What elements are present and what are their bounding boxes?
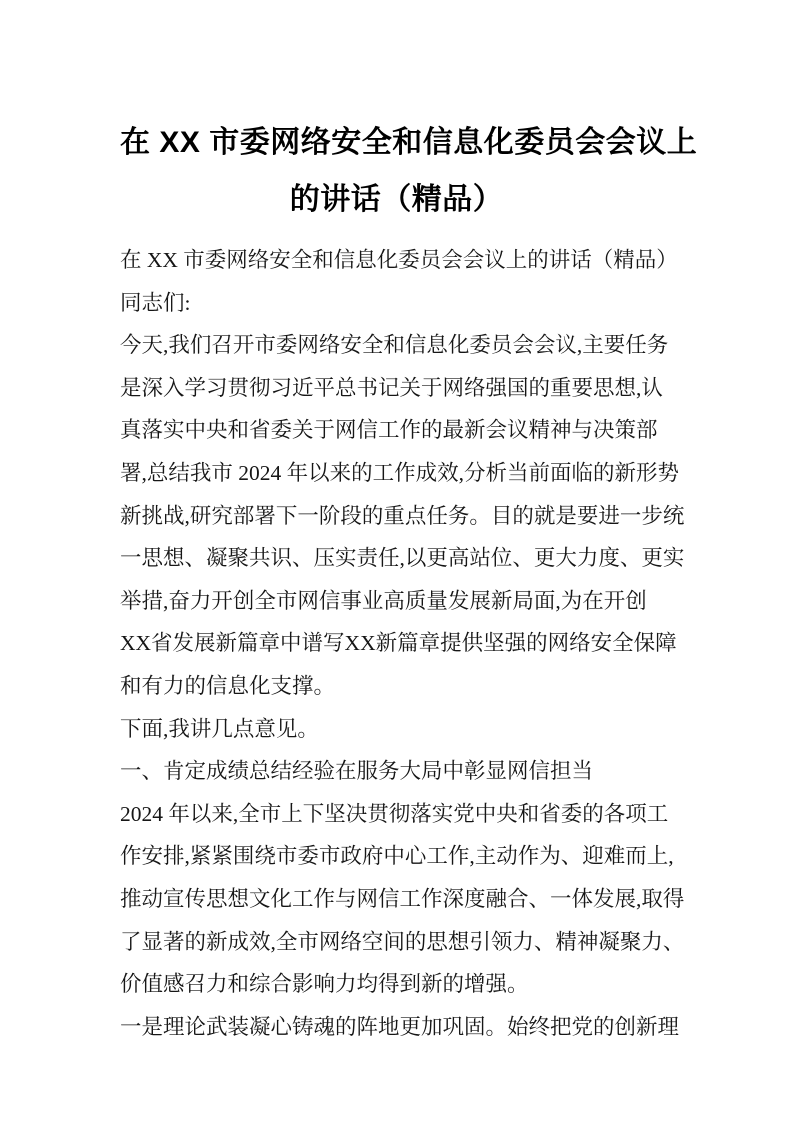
text-line: 署,总结我市 2024 年以来的工作成效,分析当前面临的新形势 (120, 460, 680, 485)
text-line: 和有力的信息化支撑。 (120, 673, 336, 698)
text-line: 2024 年以来,全市上下坚决贯彻落实党中央和省委的各项工 (120, 801, 669, 826)
text-line: XX省发展新篇章中谱写XX新篇章提供坚强的网络安全保障 (120, 631, 677, 656)
text-line: 一思想、凝聚共识、压实责任,以更高站位、更大力度、更实 (120, 546, 685, 571)
text-line: 是深入学习贯彻习近平总书记关于网络强国的重要思想,认 (120, 375, 663, 400)
text-line: 价值感召力和综合影响力均得到新的增强。 (120, 972, 529, 997)
text-line: 新挑战,研究部署下一阶段的重点任务。目的就是要进一步统 (120, 503, 685, 528)
text-line: 作安排,紧紧围绕市委市政府中心工作,主动作为、迎难而上, (120, 844, 674, 869)
text-line: 一是理论武装凝心铸魂的阵地更加巩固。始终把党的创新理 (120, 1014, 680, 1039)
text-line: 了显著的新成效,全市网络空间的思想引领力、精神凝聚力、 (120, 929, 685, 954)
text-line: 今天,我们召开市委网络安全和信息化委员会会议,主要任务 (120, 333, 669, 358)
text-line: 推动宣传思想文化工作与网信工作深度融合、一体发展,取得 (120, 886, 685, 911)
text-line: 举措,奋力开创全市网信事业高质量发展新局面,为在开创 (120, 588, 647, 613)
document-title (120, 114, 698, 228)
text-line: 同志们: (120, 290, 191, 315)
text-line: 一、肯定成绩总结经验在服务大局中彰显网信担当 (120, 759, 594, 784)
text-line: 真落实中央和省委关于网信工作的最新会议精神与决策部 (120, 418, 658, 443)
document-title-line-2: 的讲话（精品） (289, 183, 504, 216)
text-line: 下面,我讲几点意见。 (120, 716, 319, 741)
text-line: 在 XX 市委网络安全和信息化委员会会议上的讲话（精品） (120, 248, 678, 272)
document-title-line-1: 在 XX 市委网络安全和信息化委员会会议上 (120, 126, 698, 159)
document-body (120, 239, 685, 1048)
